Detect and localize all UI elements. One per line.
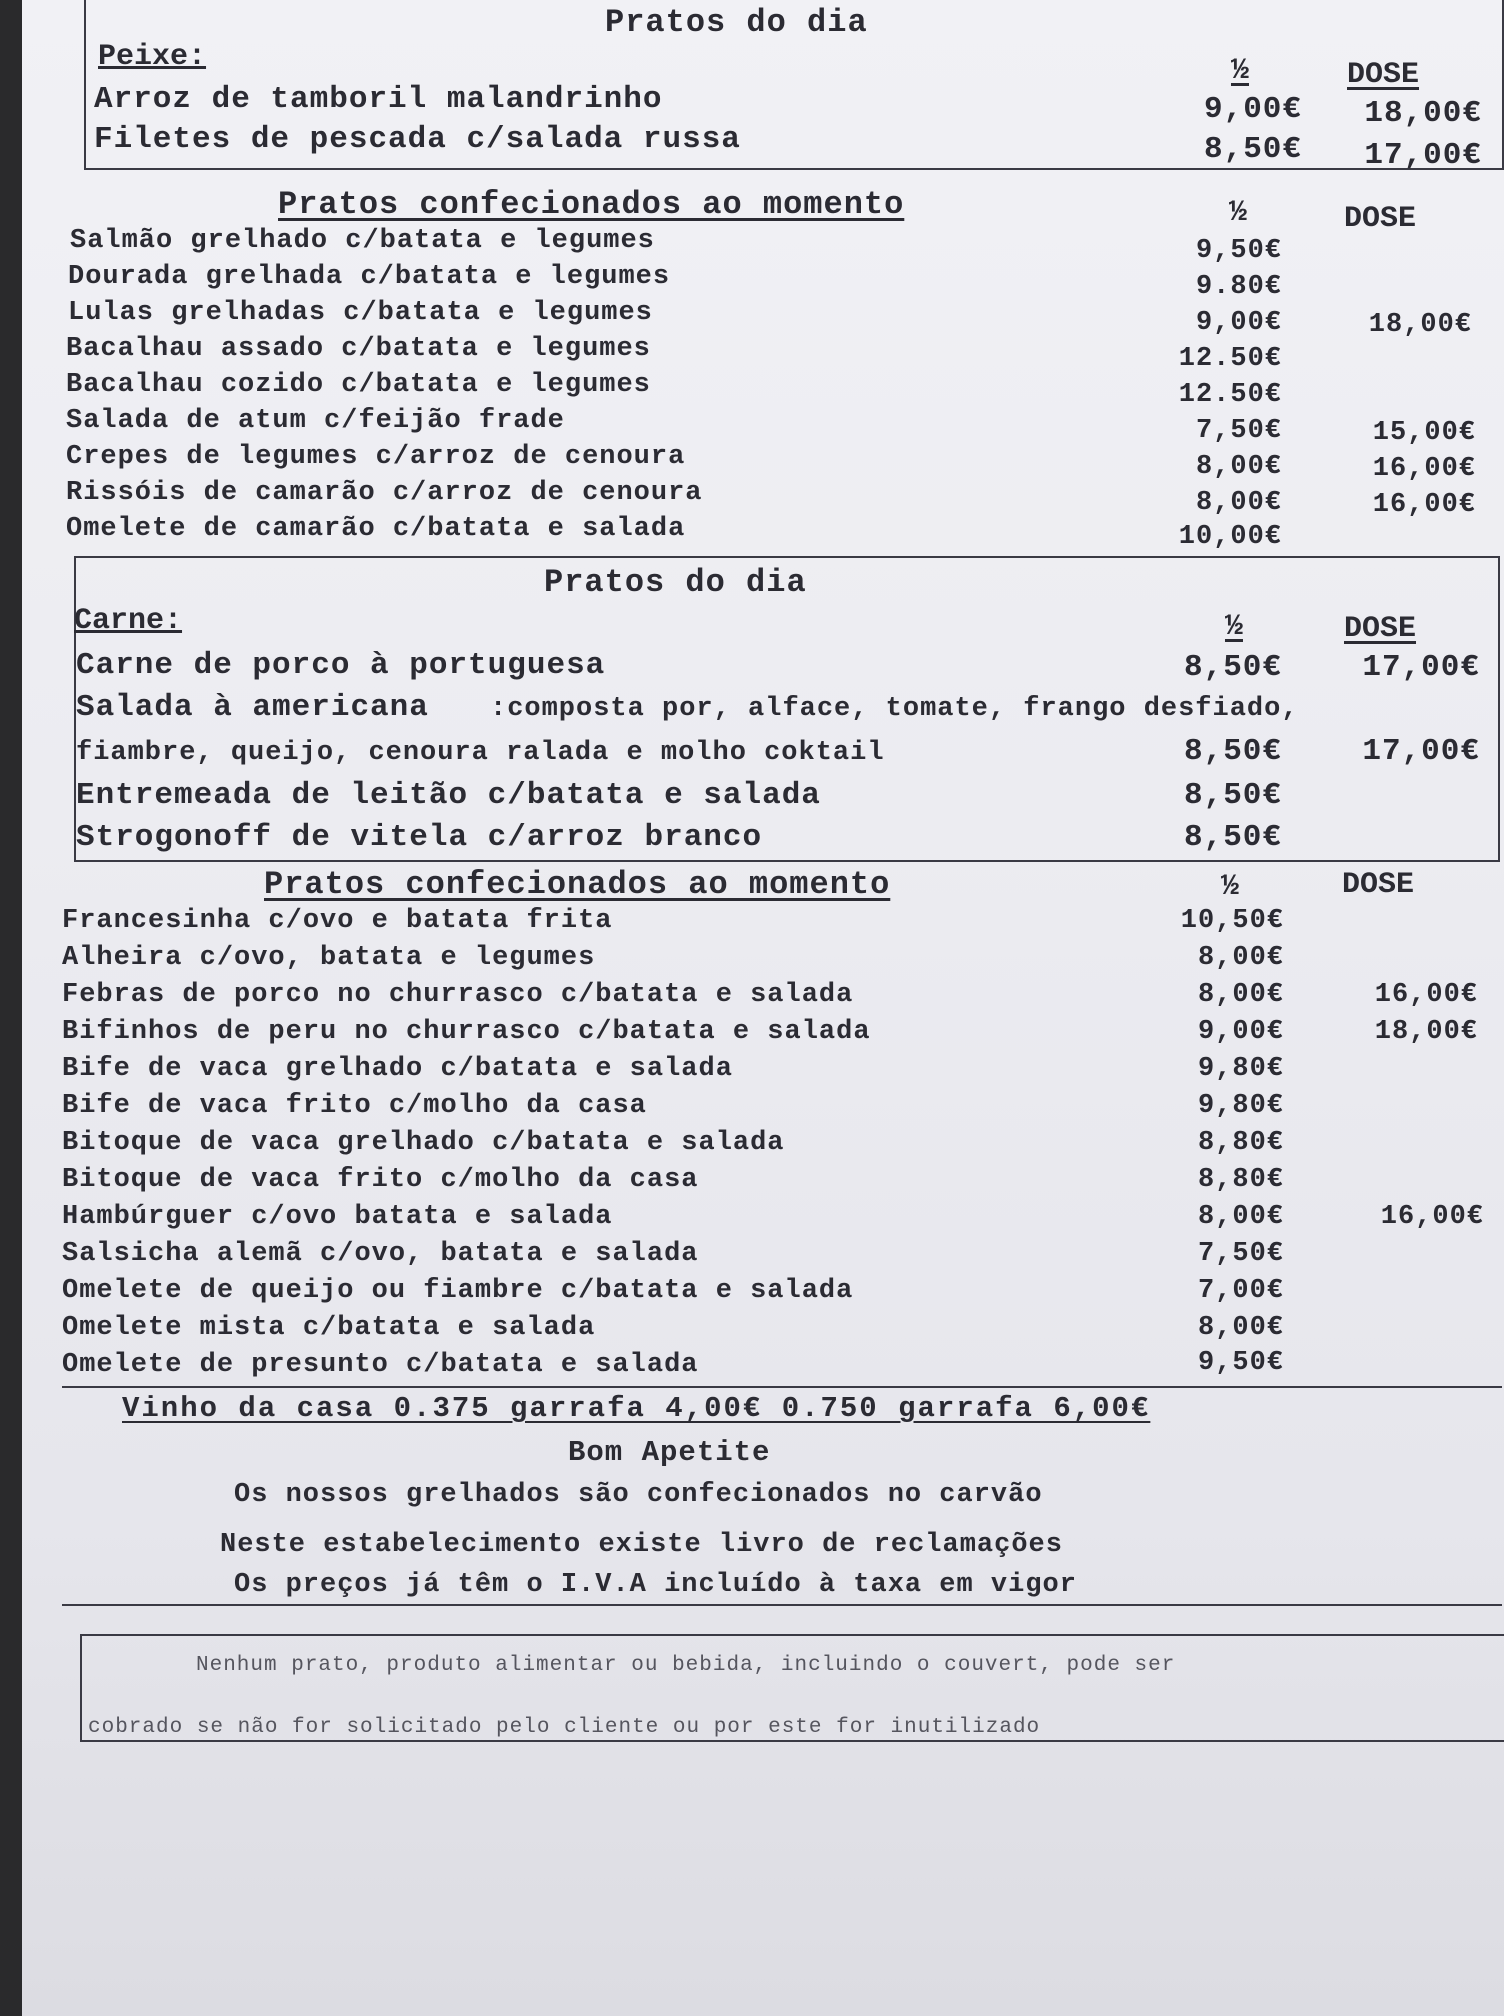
menu-item-name: Lulas grelhadas c/batata e legumes [68,298,653,328]
menu-item-name: Bife de vaca frito c/molho da casa [62,1091,647,1121]
menu-item-half: 9,50€ [1197,1348,1284,1378]
fish-item-name: Arroz de tamboril malandrinho [94,82,663,117]
fish-item-dose: 17,00€ [1364,138,1482,173]
made-to-order-half-header: ½ [1228,196,1247,230]
menu-item-dose: 16,00€ [1374,980,1478,1010]
fish-item-half: 8,50€ [1203,132,1302,167]
menu-item-name: Bitoque de vaca frito c/molho da casa [62,1165,699,1195]
menu-item-name: Omelete de camarão c/batata e salada [66,514,686,544]
menu-item-name: Omelete mista c/batata e salada [62,1313,596,1343]
menu-item-half: 9.80€ [1195,272,1282,302]
menu-item-name: Omelete de presunto c/batata e salada [62,1350,699,1380]
meat-item-name: Strogonoff de vitela c/arroz branco [76,820,763,855]
made-to-order-title: Pratos confecionados ao momento [278,186,905,223]
fish-half-header: ½ [1230,54,1249,88]
meat-item-description: :composta por, alface, tomate, frango desfiado, [490,694,1299,724]
menu-item-half: 7,50€ [1197,1239,1284,1269]
menu-item-name: Alheira c/ovo, batata e legumes [62,943,596,973]
vat-note: Os preços já têm o I.V.A incluído à taxa em vigor [234,1570,1077,1600]
menu-item-name: Crepes de legumes c/arroz de cenoura [66,442,686,472]
menu-item-half: 9,80€ [1197,1091,1284,1121]
menu-item-name: Hambúrguer c/ovo batata e salada [62,1202,613,1232]
notice-line-1: Nenhum prato, produto alimentar ou bebida, incluindo o couvert, pode ser [196,1654,1176,1677]
notice-line-2: cobrado se não for solicitado pelo cliente ou por este for inutilizado [88,1716,1041,1739]
menu-item-half: 8,80€ [1197,1165,1284,1195]
menu-item-dose: 16,00€ [1380,1202,1484,1232]
menu-item-name: Omelete de queijo ou fiambre c/batata e salada [62,1276,854,1306]
complaints-book-note: Neste estabelecimento existe livro de reclamações [220,1530,1063,1560]
menu-item-half: 8,00€ [1197,1202,1284,1232]
menu-item-half: 9,00€ [1195,308,1282,338]
menu-item-name: Febras de porco no churrasco c/batata e salada [62,980,854,1010]
menu-item-half: 8,00€ [1197,1313,1284,1343]
menu-item-name: Rissóis de camarão c/arroz de cenoura [66,478,703,508]
meat-daily-title: Pratos do dia [544,564,807,601]
fish-item-dose: 18,00€ [1364,96,1482,131]
menu-item-name: Salada de atum c/feijão frade [66,406,565,436]
menu-item-half: 8,00€ [1195,488,1282,518]
footer-bottom-rule [62,1604,1502,1606]
menu-item-half: 9,50€ [1195,236,1282,266]
menu-item-name: Bife de vaca grelhado c/batata e salada [62,1054,733,1084]
fish-category-label: Peixe: [98,40,207,74]
meat-item-description: fiambre, queijo, cenoura ralada e molho coktail [76,738,885,768]
fish-item-half: 9,00€ [1203,92,1302,127]
menu-item-half: 8,80€ [1197,1128,1284,1158]
menu-item-half: 12.50€ [1178,344,1282,374]
meat-item-half: 8,50€ [1183,778,1282,813]
menu-item-half: 12.50€ [1178,380,1282,410]
menu-item-half: 10,00€ [1178,522,1282,552]
meat-item-dose: 17,00€ [1362,650,1480,685]
fish-daily-title: Pratos do dia [605,4,868,41]
menu-item-name: Bitoque de vaca grelhado c/batata e salada [62,1128,785,1158]
meat-dose-header: DOSE [1344,612,1417,646]
made-to-order-half-header-2: ½ [1220,870,1239,904]
menu-item-half: 7,50€ [1195,416,1282,446]
menu-item-half: 7,00€ [1197,1276,1284,1306]
grill-note: Os nossos grelhados são confecionados no carvão [234,1480,1043,1510]
meat-item-name: Entremeada de leitão c/batata e salada [76,778,821,813]
menu-item-half: 8,00€ [1197,980,1284,1010]
made-to-order-dose-header-2: DOSE [1342,868,1415,902]
meat-category-label: Carne: [74,604,183,638]
menu-item-half: 9,80€ [1197,1054,1284,1084]
menu-item-half: 8,00€ [1197,943,1284,973]
fish-item-name: Filetes de pescada c/salada russa [94,122,741,157]
meat-item-half: 8,50€ [1183,820,1282,855]
menu-item-dose: 18,00€ [1374,1017,1478,1047]
menu-item-half: 8,00€ [1195,452,1282,482]
menu-item-name: Salsicha alemã c/ovo, batata e salada [62,1239,699,1269]
meat-item-half: 8,50€ [1183,650,1282,685]
meat-item-name: Salada à americana [76,690,429,725]
menu-item-half: 10,50€ [1180,906,1284,936]
meat-item-half: 8,50€ [1183,734,1282,769]
menu-sheet [22,0,1504,2016]
made-to-order-dose-header: DOSE [1344,202,1417,236]
menu-item-name: Bacalhau cozido c/batata e legumes [66,370,651,400]
menu-item-half: 9,00€ [1197,1017,1284,1047]
bom-apetite: Bom Apetite [568,1436,771,1469]
house-wine-line: Vinho da casa 0.375 garrafa 4,00€ 0.750 garrafa 6,00€ [122,1392,1151,1425]
menu-item-dose: 15,00€ [1372,418,1476,448]
menu-item-dose: 16,00€ [1372,454,1476,484]
meat-item-dose: 17,00€ [1362,734,1480,769]
menu-item-dose: 18,00€ [1368,310,1472,340]
meat-half-header: ½ [1224,610,1243,644]
menu-item-name: Salmão grelhado c/batata e legumes [70,226,655,256]
made-to-order-title-2: Pratos confecionados ao momento [264,866,891,903]
fish-dose-header: DOSE [1347,58,1420,92]
menu-item-name: Francesinha c/ovo e batata frita [62,906,613,936]
menu-item-name: Dourada grelhada c/batata e legumes [68,262,671,292]
menu-item-dose: 16,00€ [1372,490,1476,520]
meat-item-name: Carne de porco à portuguesa [76,648,606,683]
menu-item-name: Bifinhos de peru no churrasco c/batata e salada [62,1017,871,1047]
footer-top-rule [62,1386,1502,1388]
menu-item-name: Bacalhau assado c/batata e legumes [66,334,651,364]
